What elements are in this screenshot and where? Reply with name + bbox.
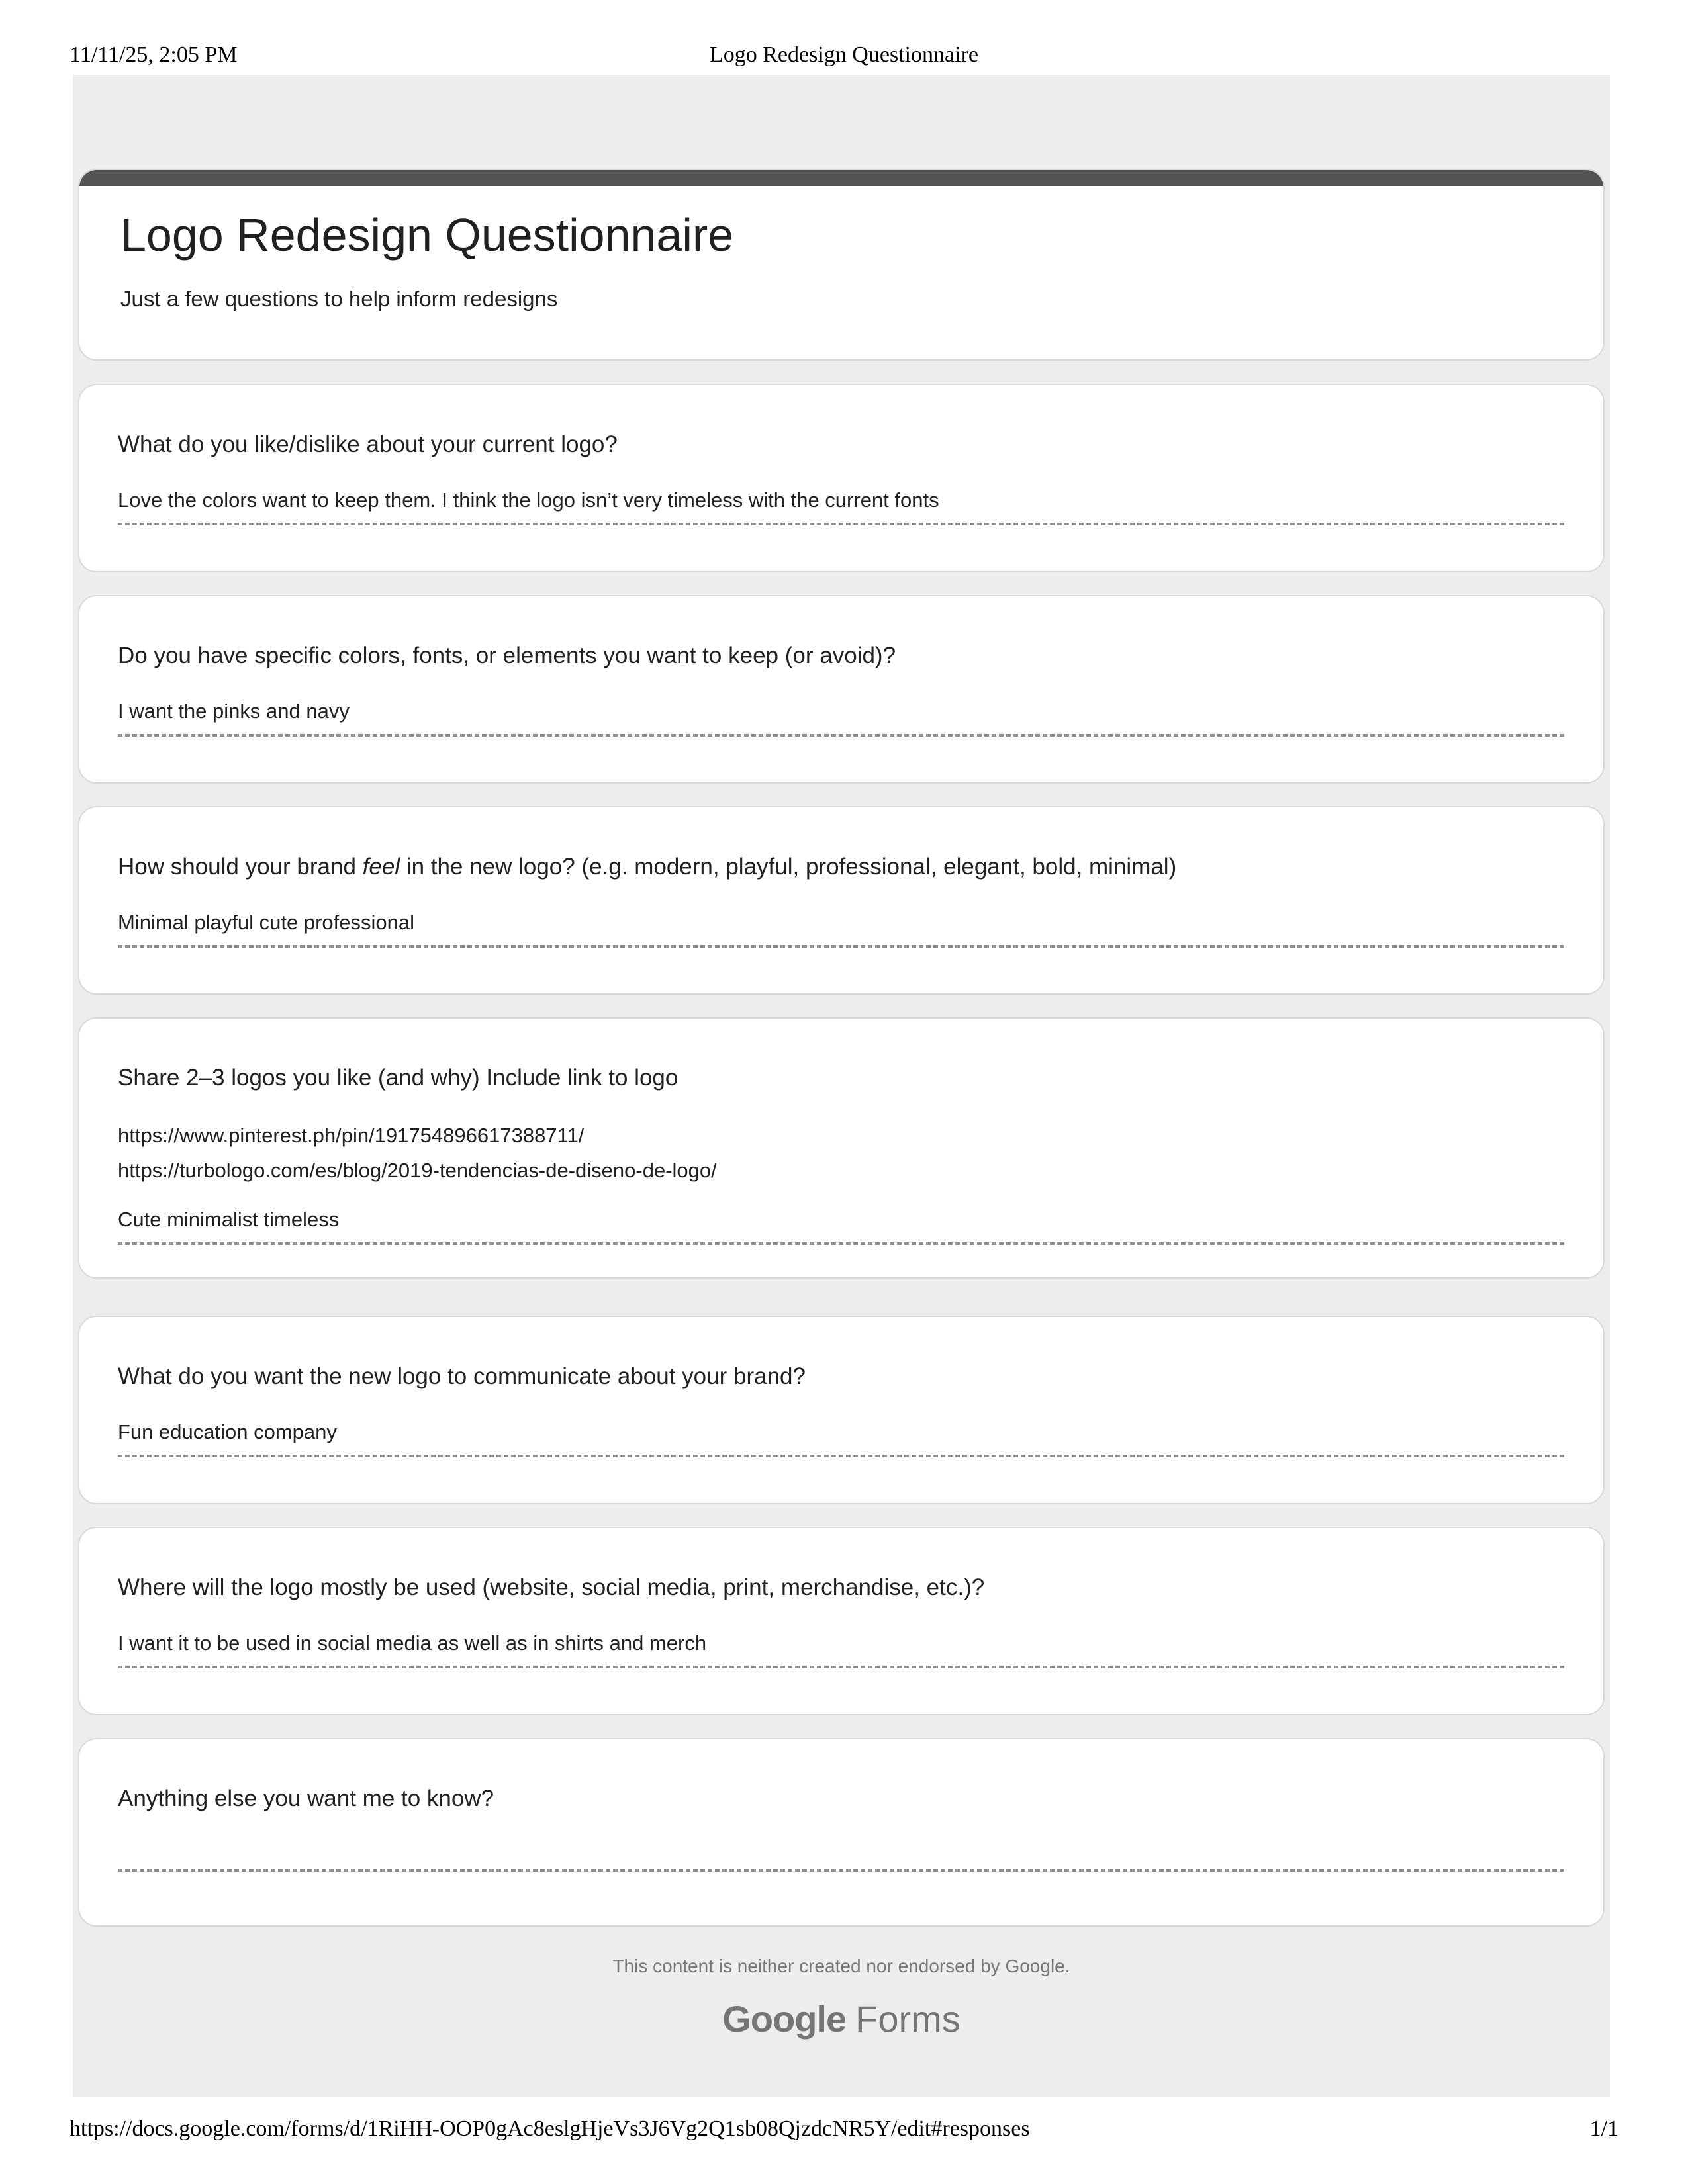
answer-field	[118, 488, 1565, 525]
question-label: What do you like/dislike about your current logo?	[118, 432, 618, 457]
google-logo-text: Google	[722, 1998, 847, 2040]
question-card	[78, 384, 1605, 572]
print-footer-url: https://docs.google.com/forms/d/1RiHH-OOP0gAc8eslgHjeVs3J6Vg2Q1sb08QjzdcNR5Y/edit#responses	[70, 2116, 1030, 2141]
google-disclaimer: This content is neither created nor endorsed by Google.	[612, 1956, 1070, 1976]
form-subtitle: Just a few questions to help inform redesigns	[120, 287, 558, 311]
answer-links	[118, 1118, 1565, 1188]
question-card	[78, 1527, 1605, 1715]
google-forms-logo	[73, 1997, 1610, 2040]
question-label: Do you have specific colors, fonts, or elements you want to keep (or avoid)?	[118, 643, 896, 668]
question-label: Where will the logo mostly be used (website, social media, print, merchandise, etc.)?	[118, 1574, 985, 1600]
question-card	[78, 806, 1605, 995]
answer-field	[118, 1420, 1565, 1457]
print-footer-page-number: 1/1	[1589, 2116, 1618, 2141]
answer-text: I want it to be used in social media as well as in shirts and merch	[118, 1631, 707, 1655]
forms-logo-text: Forms	[855, 1998, 961, 2040]
answer-field	[118, 1208, 1565, 1245]
question-label-part: in the new logo? (e.g. modern, playful, professional, elegant, bold, minimal)	[400, 854, 1177, 880]
answer-text: Cute minimalist timeless	[118, 1208, 340, 1231]
print-header-title: Logo Redesign Questionnaire	[709, 42, 979, 67]
question-card	[78, 1316, 1605, 1504]
answer-text: Fun education company	[118, 1420, 337, 1443]
question-label: Share 2–3 logos you like (and why) Include link to logo	[118, 1065, 679, 1091]
answer-text	[118, 1843, 1565, 1861]
question-label: Anything else you want me to know?	[118, 1786, 494, 1811]
answer-field	[118, 1631, 1565, 1668]
answer-text: Love the colors want to keep them. I think the logo isn’t very timeless with the current fonts	[118, 488, 939, 512]
form-accent-bar	[79, 170, 1603, 186]
answer-link-url: https://www.pinterest.ph/pin/191754896617388711/	[118, 1124, 585, 1147]
question-card	[78, 1738, 1605, 1927]
question-label-part: How should your brand	[118, 854, 363, 880]
answer-field	[118, 700, 1565, 737]
question-label: What do you want the new logo to communicate about your brand?	[118, 1363, 806, 1389]
question-label	[118, 854, 1565, 880]
answer-text: I want the pinks and navy	[118, 700, 350, 723]
question-card	[78, 1017, 1605, 1279]
answer-text: Minimal playful cute professional	[118, 911, 414, 934]
question-label-italic: feel	[362, 854, 400, 880]
question-card	[78, 595, 1605, 784]
answer-field	[118, 1843, 1565, 1872]
form-title-card	[78, 169, 1605, 361]
print-header-datetime: 11/11/25, 2:05 PM	[70, 42, 238, 67]
form-title: Logo Redesign Questionnaire	[120, 209, 734, 261]
form-page-background	[73, 75, 1610, 2097]
answer-field	[118, 911, 1565, 948]
answer-link-url: https://turbologo.com/es/blog/2019-tendencias-de-diseno-de-logo/	[118, 1159, 717, 1182]
